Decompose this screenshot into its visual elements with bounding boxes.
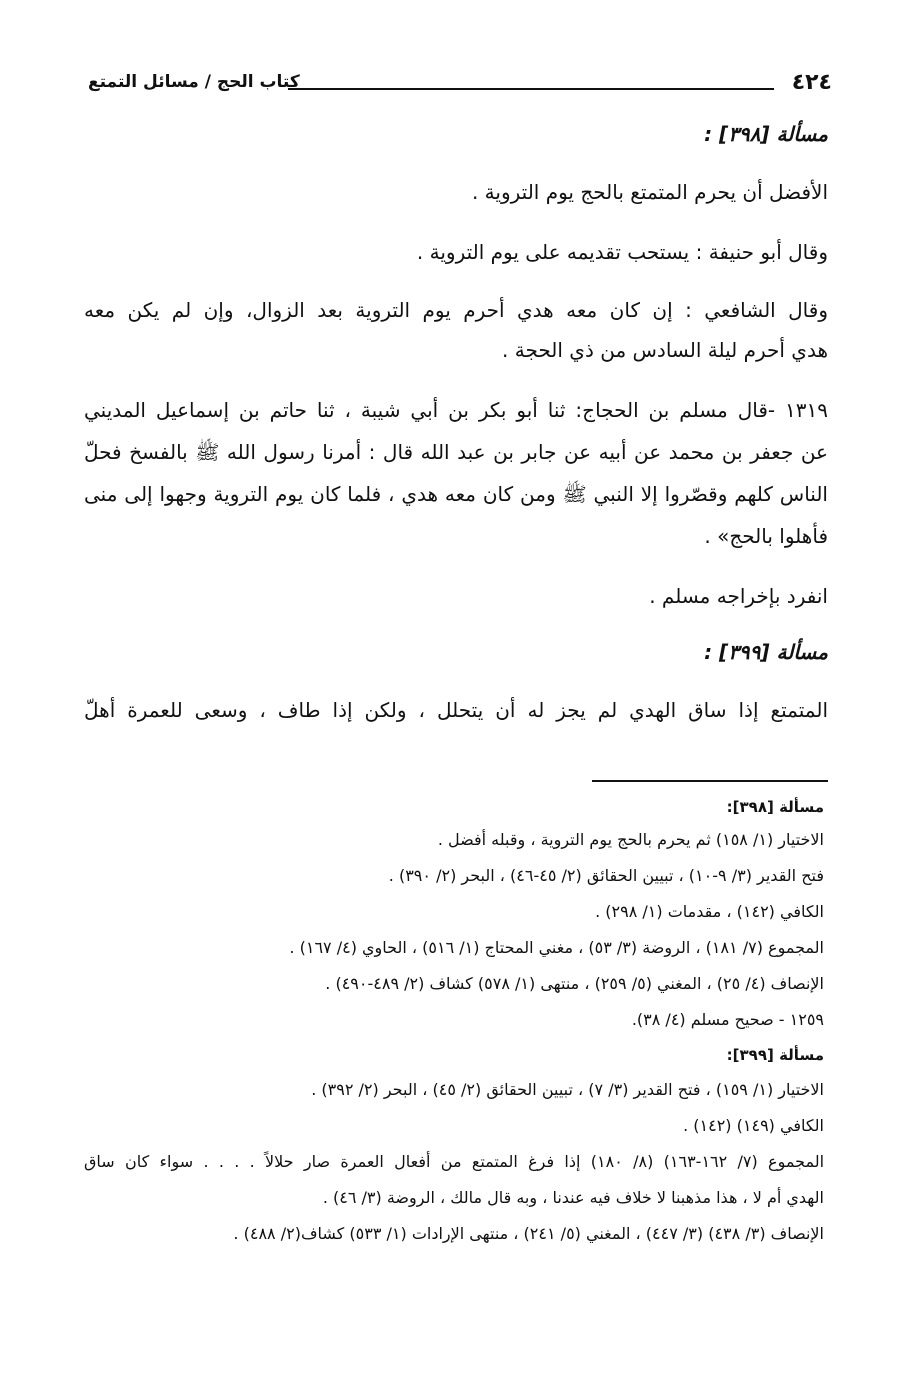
body-paragraph-2: وقال أبو حنيفة : يستحب تقديمه على يوم التروية .	[416, 240, 828, 264]
footnote-line: الاختيار (١/ ١٥٩) ، فتح القدير (٣/ ٧) ، تبيين الحقائق (٢/ ٤٥) ، البحر (٢/ ٣٩٢) .	[311, 1080, 824, 1099]
issue-heading-398: مسألة [٣٩٨] :	[704, 122, 828, 146]
footnote-line: الاختيار (١/ ١٥٨) ثم يحرم بالحج يوم التروية ، وقبله أفضل .	[437, 830, 824, 849]
body-paragraph-4: انفرد بإخراجه مسلم .	[649, 584, 828, 608]
footnote-line: ١٢٥٩ - صحيح مسلم (٤/ ٣٨).	[631, 1010, 824, 1029]
body-paragraph-1: الأفضل أن يحرم المتمتع بالحج يوم التروية .	[471, 180, 828, 204]
footnote-line: الهدي أم لا ، هذا مذهبنا لا خلاف فيه عندنا ، وبه قال مالك ، الروضة (٣/ ٤٦) .	[322, 1188, 824, 1207]
footnote-heading-398: مسألة [٣٩٨]:	[726, 798, 824, 816]
footnote-line: الكافي (١٤٩) (١٤٢) .	[683, 1116, 824, 1135]
body-paragraph-3-line-2: هدي أحرم ليلة السادس من ذي الحجة .	[502, 338, 828, 362]
footnote-line: الكافي (١٤٢) ، مقدمات (١/ ٢٩٨) .	[595, 902, 824, 921]
page-number: ٤٢٤	[791, 70, 832, 95]
hadith-1319-line-2: عن جعفر بن محمد عن أبيه عن جابر بن عبد الله قال : أمرنا رسول الله ﷺ بالفسخ فحلّ	[84, 440, 828, 464]
hadith-1319-line-1: ١٣١٩ -قال مسلم بن الحجاج: ثنا أبو بكر بن أبي شيبة ، ثنا حاتم بن إسماعيل المديني	[84, 398, 828, 422]
body-paragraph-5: المتمتع إذا ساق الهدي لم يجز له أن يتحلل ، ولكن إذا طاف ، وسعى للعمرة أهلّ	[84, 698, 828, 722]
body-paragraph-3-line-1: وقال الشافعي : إن كان معه هدي أحرم يوم التروية بعد الزوال، وإن لم يكن معه	[84, 298, 828, 322]
footnote-line: الإنصاف (٤/ ٢٥) ، المغني (٥/ ٢٥٩) ، منتهى (١/ ٥٧٨) كشاف (٢/ ٤٨٩-٤٩٠) .	[325, 974, 824, 993]
header-rule	[288, 88, 774, 90]
footnote-separator	[592, 780, 828, 782]
footnote-line: فتح القدير (٣/ ٩-١٠) ، تبيين الحقائق (٢/ ٤٥-٤٦) ، البحر (٢/ ٣٩٠) .	[388, 866, 824, 885]
footnote-line: المجموع (٧/ ١٦٢-١٦٣) (٨/ ١٨٠) إذا فرغ المتمتع من أفعال العمرة صار حلالاً . . . . سواء كان ساق	[84, 1152, 825, 1171]
hadith-1319-line-4: فأهلوا بالحج» .	[704, 524, 828, 548]
hadith-1319-line-3: الناس كلهم وقصّروا إلا النبي ﷺ ومن كان معه هدي ، فلما كان يوم التروية وجهوا إلى منى	[84, 482, 828, 506]
footnote-heading-399: مسألة [٣٩٩]:	[726, 1046, 824, 1064]
page-header	[88, 70, 832, 106]
running-head: كتاب الحج / مسائل التمتع	[88, 72, 300, 92]
issue-heading-399: مسألة [٣٩٩] :	[704, 640, 828, 664]
footnote-line: المجموع (٧/ ١٨١) ، الروضة (٣/ ٥٣) ، مغني المحتاج (١/ ٥١٦) ، الحاوي (٤/ ١٦٧) .	[289, 938, 824, 957]
footnote-line: الإنصاف (٣/ ٤٣٨) (٣/ ٤٤٧) ، المغني (٥/ ٢٤١) ، منتهى الإرادات (١/ ٥٣٣) كشاف(٢/ ٤٨٨) .	[233, 1224, 824, 1243]
